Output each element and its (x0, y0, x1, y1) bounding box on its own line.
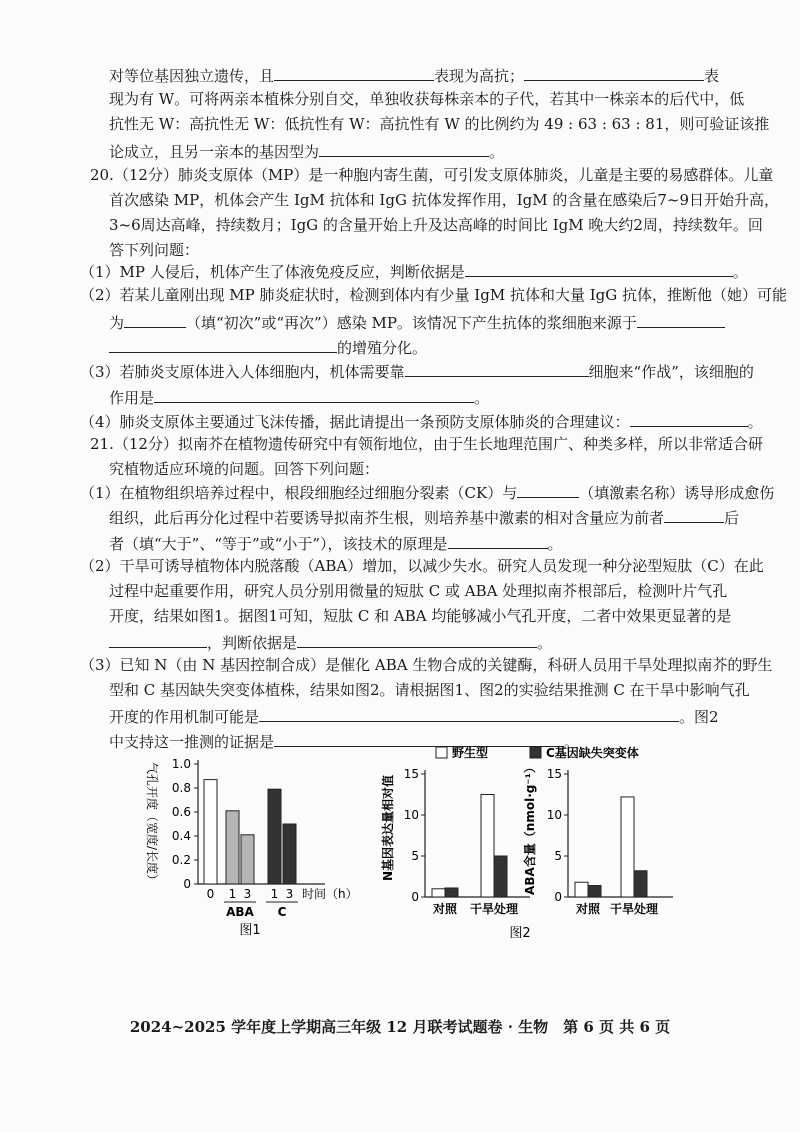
fig2-legend-label: 野生型 (452, 746, 489, 760)
text-line (80, 655, 772, 675)
fig2-legend-swatch (436, 747, 447, 758)
answer-blank[interactable] (154, 386, 474, 403)
text-segment: 抗性无 W：高抗性无 W：低抗性有 W：高抗性有 W 的比例约为 49 : 63 : 63 : 81，则可验证该推 (109, 115, 770, 133)
fig2-right-bar-mutant (588, 886, 601, 897)
fig2-left-y-tick-label: 5 (411, 849, 419, 863)
text-segment: 过程中起重要作用，研究人员分别用微量的短肽 C 或 ABA 处理拟南芥根部后，检测叶片气孔 (109, 582, 728, 600)
fig2-left-y-tick-label: 15 (403, 767, 419, 781)
text-segment: 对等位基因独立遗传，且 (109, 67, 275, 85)
text-segment: （2）若某儿童刚出现 MP 肺炎症状时，检测到体内有少量 IgM 抗体和大量 IgG 抗体，推断他（她）可能 (80, 286, 788, 304)
fig1-bar (226, 811, 239, 884)
fig2-right-bar-mutant (634, 871, 647, 897)
fig2-left-x-tick-label: 对照 (432, 902, 458, 916)
answer-blank[interactable] (637, 311, 725, 328)
text-segment: （填“初次”或“再次”）感染 MP。该情况下产生抗体的浆细胞来源于 (186, 314, 637, 332)
fig1-y-tick-label: 1.0 (171, 757, 191, 771)
fig1-y-label: 气孔开度（宽度/长度） (145, 761, 159, 887)
text-line (109, 215, 763, 235)
text-line (109, 386, 489, 408)
answer-blank[interactable] (109, 336, 337, 353)
fig2-caption: 图2 (509, 926, 531, 941)
text-segment: ，判断依据是 (207, 634, 298, 652)
fig1-y-tick-label: 0.8 (171, 781, 191, 795)
page-footer: 2024~2025 学年度上学期高三年级 12 月联考试题卷 · 生物 第 6 页 共 6 页 (129, 1018, 671, 1036)
text-segment: 21.（12分）拟南芥在植物遗传研究中有领衔地位，由于生长地理范围广、种类多样，所以非常适合研 (90, 435, 763, 453)
fig2-legend-label: C基因缺失突变体 (546, 746, 639, 760)
text-segment: 。图2 (679, 708, 719, 726)
text-segment: 论成立，且另一亲本的基因型为 (109, 143, 320, 161)
fig2-right-y-label: ABA含量（nmol·g⁻¹） (523, 761, 537, 895)
text-segment: 表 (704, 67, 720, 85)
fig1-x-tick-label: 0 (206, 887, 215, 901)
text-line (109, 680, 750, 700)
fig2-left-y-tick-label: 10 (403, 808, 419, 822)
text-segment: 表现为高抗； (434, 67, 525, 85)
fig1-group-label: C (277, 905, 287, 919)
text-segment: （4）肺炎支原体主要通过飞沫传播，据此请提出一条预防支原体肺炎的合理建议： (80, 413, 630, 431)
text-line (80, 556, 764, 576)
text-segment: 。 (547, 535, 563, 553)
answer-blank[interactable] (109, 631, 207, 648)
fig2-right-y-tick-label: 10 (546, 808, 562, 822)
text-segment: 20.（12分）肺炎支原体（MP）是一种胞内寄生菌，可引发支原体肺炎，儿童是主要的易感群体。儿童 (90, 166, 774, 184)
fig2-left-bar-wild (481, 795, 494, 898)
fig2-right-bar-wild (575, 882, 588, 897)
text-segment: 为 (109, 314, 125, 332)
answer-blank[interactable] (124, 311, 186, 328)
text-segment: 。 (732, 263, 748, 281)
text-segment: 3~6周达高峰，持续数月；IgG 的含量开始上升及达高峰的时间比 IgM 晚大约2周，持续数年。回 (109, 216, 763, 234)
text-line (109, 64, 719, 86)
answer-blank[interactable] (259, 705, 679, 722)
answer-blank[interactable] (319, 140, 489, 157)
text-segment: （2）干旱可诱导植物体内脱落酸（ABA）增加，以减少失水。研究人员发现一种分泌型短肽（C）在此 (80, 557, 764, 575)
fig2-left-x-tick-label: 干旱处理 (469, 902, 519, 916)
text-segment: 。 (537, 634, 553, 652)
text-segment: （3）已知 N（由 N 基因控制合成）是催化 ABA 生物合成的关键酶，科研人员用干旱处理拟南芥的野生 (80, 656, 773, 674)
fig2-right-y-tick-label: 5 (554, 849, 562, 863)
answer-blank[interactable] (274, 64, 434, 81)
fig1-x-label: 时间（h） (302, 887, 358, 901)
answer-blank[interactable] (465, 260, 733, 277)
text-line (109, 140, 504, 162)
fig1-x-tick-label: 3 (243, 887, 252, 901)
text-line (80, 360, 754, 382)
text-line (109, 336, 427, 358)
text-segment: （1）在植物组织培养过程中，根段细胞经过细胞分裂素（CK）与 (80, 484, 518, 502)
text-segment: 中支持这一推测的证据是 (109, 733, 275, 751)
fig2-left-bar-mutant (445, 888, 458, 897)
text-line (109, 506, 739, 528)
text-segment: 首次感染 MP，机体会产生 IgM 抗体和 IgG 抗体发挥作用，IgM 的含量在感染后7~9日开始升高， (109, 191, 780, 209)
answer-blank[interactable] (630, 410, 748, 427)
fig1-x-tick-label: 1 (270, 887, 279, 901)
text-line (109, 532, 563, 554)
text-segment: 后 (724, 509, 740, 527)
fig2-left-y-tick-label: 0 (411, 890, 419, 904)
text-segment: 细胞来“作战”，该细胞的 (588, 363, 754, 381)
text-line (109, 705, 719, 727)
text-line (90, 165, 773, 185)
answer-blank[interactable] (448, 532, 548, 549)
text-segment: 者（填“大于”、“等于”或“小于”），该技术的原理是 (109, 535, 448, 553)
text-segment: 。 (747, 413, 763, 431)
fig1-x-tick-label: 3 (285, 887, 294, 901)
text-segment: 。 (564, 733, 580, 751)
text-line (109, 631, 552, 653)
fig1-bar (283, 824, 296, 884)
answer-blank[interactable] (297, 631, 537, 648)
text-line (109, 459, 379, 479)
text-segment: 现为有 W。可将两亲本植株分别自交，单独收获每株亲本的子代，若其中一株亲本的后代中，低 (109, 90, 745, 108)
text-segment: 究植物适应环境的问题。回答下列问题： (109, 460, 380, 478)
figures (120, 744, 680, 944)
fig1-y-tick-label: 0 (183, 877, 191, 891)
fig1-y-tick-label: 0.4 (171, 829, 191, 843)
answer-blank[interactable] (664, 506, 724, 523)
answer-blank[interactable] (405, 360, 589, 377)
fig2-right-bar-wild (621, 797, 634, 897)
fig1-x-tick-label: 1 (228, 887, 237, 901)
text-line (109, 190, 779, 210)
answer-blank[interactable] (517, 481, 579, 498)
fig2-right-x-tick-label: 对照 (575, 902, 601, 916)
text-line (90, 434, 763, 454)
answer-blank[interactable] (524, 64, 704, 81)
text-segment: 型和 C 基因缺失突变体植株，结果如图2。请根据图1、图2的实验结果推测 C 在干旱中影响气孔 (109, 681, 750, 699)
text-segment: 作用是 (109, 389, 155, 407)
fig2-left-bar-wild (432, 889, 445, 897)
text-line (109, 606, 731, 626)
fig2-right-x-tick-label: 干旱处理 (609, 902, 659, 916)
fig1-group-label: ABA (226, 905, 254, 919)
figure-svg (120, 744, 680, 944)
text-segment: 。 (489, 143, 505, 161)
text-segment: 开度的作用机制可能是 (109, 708, 260, 726)
text-line (80, 410, 763, 432)
fig2-left-bar-mutant (494, 856, 507, 897)
text-segment: （1）MP 人侵后，机体产生了体液免疫反应，判断依据是 (80, 263, 465, 281)
text-line (80, 260, 748, 282)
text-segment: 的增殖分化。 (337, 339, 428, 357)
fig1-y-tick-label: 0.2 (171, 853, 191, 867)
fig2-left-y-label: N基因表达量相对值 (381, 774, 395, 882)
fig2-right-y-tick-label: 15 (546, 767, 562, 781)
fig1-bar (241, 835, 254, 884)
text-segment: （3）若肺炎支原体进入人体细胞内，机体需要靠 (80, 363, 405, 381)
text-line (109, 240, 199, 260)
text-line (80, 285, 787, 305)
fig1-caption: 图1 (239, 923, 261, 938)
fig1-bar (268, 789, 281, 884)
text-line (109, 311, 725, 333)
text-segment: 答下列问题： (109, 241, 200, 259)
text-segment: （填激素名称）诱导形成愈伤 (579, 484, 775, 502)
text-segment: 开度，结果如图1。据图1可知，短肽 C 和 ABA 均能够减小气孔开度，二者中效果更显著的是 (109, 607, 732, 625)
fig2-legend-swatch (530, 747, 541, 758)
fig2-right-y-tick-label: 0 (554, 890, 562, 904)
text-line (109, 581, 727, 601)
fig1-bar (204, 780, 217, 884)
text-line (80, 481, 774, 503)
fig1-y-tick-label: 0.6 (171, 805, 191, 819)
text-line (109, 114, 769, 134)
text-segment: 组织，此后再分化过程中若要诱导拟南芥生根，则培养基中激素的相对含量应为前者 (109, 509, 665, 527)
text-line (109, 89, 744, 109)
text-segment: 。 (474, 389, 490, 407)
